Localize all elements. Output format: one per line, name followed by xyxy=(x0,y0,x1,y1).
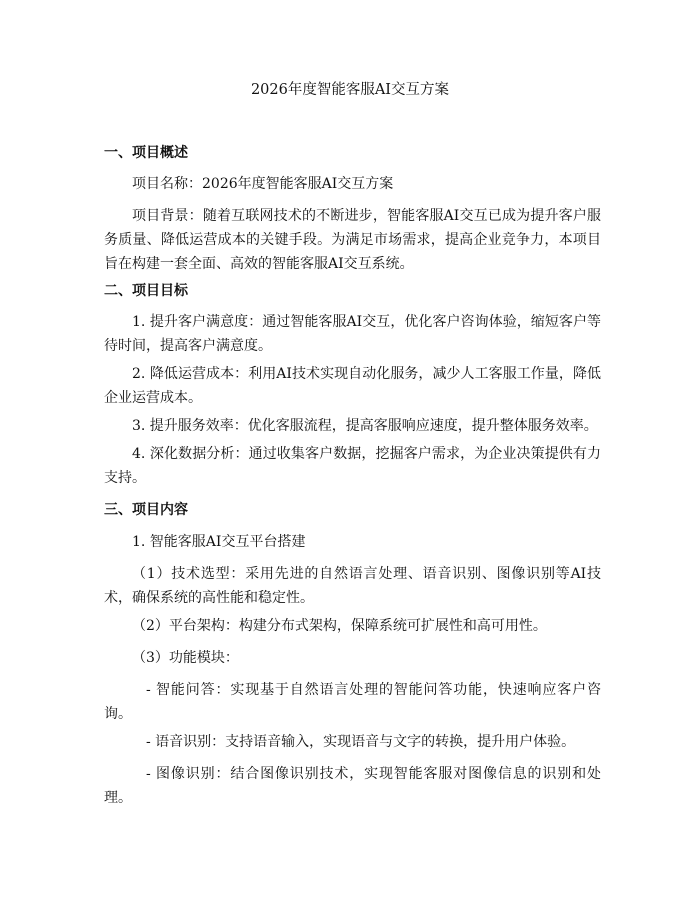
paragraph-goal-3: 3. 提升服务效率：优化客服流程，提高客服响应速度，提升整体服务效率。 xyxy=(132,418,598,434)
paragraph-project-background: 项目背景：随着互联网技术的不断进步，智能客服AI交互已成为提升客户服务质量、降低运营成本的关键手段。为满足市场需求，提高企业竞争力，本项目旨在构建一套全面、高效的智能客服AI交互系统。 xyxy=(104,208,601,272)
paragraph-project-name: 项目名称：2026年度智能客服AI交互方案 xyxy=(132,176,394,192)
document-title: 2026年度智能客服AI交互方案 xyxy=(250,82,450,98)
paragraph-goal-4: 4. 深化数据分析：通过收集客户数据，挖掘客户需求，为企业决策提供有力支持。 xyxy=(104,446,601,486)
paragraph-tech-selection: （1）技术选型：采用先进的自然语言处理、语音识别、图像识别等AI技术，确保系统的高性能和稳定性。 xyxy=(104,566,601,606)
paragraph-architecture: （2）平台架构：构建分布式架构，保障系统可扩展性和高可用性。 xyxy=(132,618,547,634)
paragraph-function-modules: （3）功能模块： xyxy=(132,650,239,666)
section-heading-overview: 一、项目概述 xyxy=(104,145,188,161)
list-item-speech-recognition: - 语音识别：支持语音输入，实现语音与文字的转换，提升用户体验。 xyxy=(146,734,576,750)
section-heading-goals: 二、项目目标 xyxy=(104,283,188,299)
paragraph-content-platform: 1. 智能客服AI交互平台搭建 xyxy=(132,534,306,550)
paragraph-goal-1: 1. 提升客户满意度：通过智能客服AI交互，优化客户咨询体验，缩短客户等待时间，提高客户满意度。 xyxy=(104,314,601,354)
list-item-image-recognition: - 图像识别：结合图像识别技术，实现智能客服对图像信息的识别和处理。 xyxy=(104,766,601,806)
paragraph-goal-2: 2. 降低运营成本：利用AI技术实现自动化服务，减少人工客服工作量，降低企业运营成本。 xyxy=(104,366,601,406)
section-heading-content: 三、项目内容 xyxy=(104,502,188,518)
list-item-smart-qa: - 智能问答：实现基于自然语言处理的智能问答功能，快速响应客户咨询。 xyxy=(104,682,601,722)
